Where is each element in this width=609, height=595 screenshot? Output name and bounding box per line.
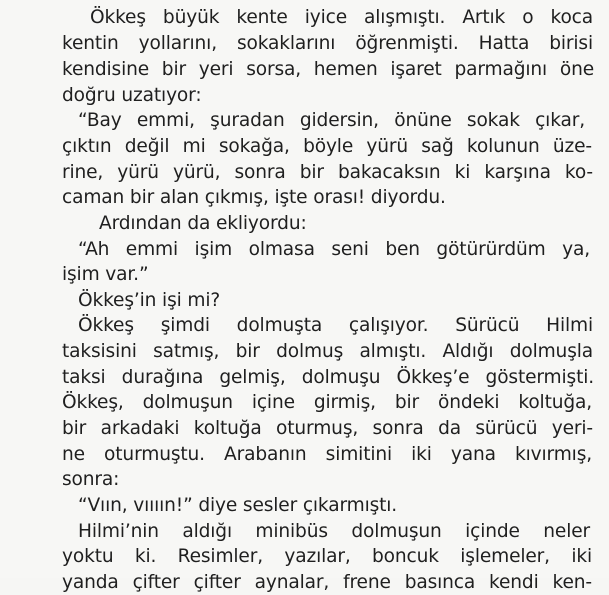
text-line: Ökkeş’in işi mi? <box>78 290 221 311</box>
text-line: Ökkeş, dolmuşun içine girmiş, bir öndeki koltuğa, <box>62 392 592 413</box>
text-line: taksi durağına gelmiş, dolmuşu Ökkeş’e göstermişti. <box>62 367 594 388</box>
text-line: kendisine bir yeri sorsa, hemen işaret parmağını öne <box>62 59 594 80</box>
text-line: doğru uzatıyor: <box>62 85 202 106</box>
text-line: kentin yollarını, sokaklarını öğrenmişti. Hatta birisi <box>62 33 593 54</box>
text-line: çıktın değil mi sokağa, böyle yürü sağ kolunun üze- <box>62 136 592 157</box>
text-line: “Vıın, vıııın!” diye sesler çıkarmıştı. <box>78 495 398 516</box>
text-line: ne oturmuştu. Arabanın simitini iki yana kıvırmış, <box>62 444 592 465</box>
text-line: bir arkadaki koltuğa oturmuş, sonra da sürücü yeri- <box>62 418 593 439</box>
text-line: rine, yürü yürü, sonra bir bakacaksın ki karşına ko- <box>62 162 593 183</box>
text-line: “Bay emmi, şuradan gidersin, önüne sokak çıkar, <box>78 110 585 131</box>
text-line: Hilmi’nin aldığı minibüs dolmuşun içinde neler <box>78 521 590 542</box>
text-line: Ökkeş şimdi dolmuşta çalışıyor. Sürücü Hilmi <box>78 315 593 336</box>
text-line: sonra: <box>62 469 120 490</box>
text-line: “Ah emmi işim olmasa seni ben götürürdüm ya, <box>78 239 590 260</box>
text-line: Ökkeş büyük kente iyice alışmıştı. Artık o koca <box>90 7 593 28</box>
text-line: Ardından da ekliyordu: <box>99 213 307 234</box>
text-line: işim var.” <box>62 264 149 285</box>
text-line: yanda çifter çifter aynalar, frene basınca kendi ken- <box>62 572 592 593</box>
text-line: taksisini satmış, bir dolmuş almıştı. Aldığı dolmuşla <box>62 341 593 362</box>
text-line: yoktu ki. Resimler, yazılar, boncuk işlemeler, iki <box>62 546 592 567</box>
text-line: caman bir alan çıkmış, işte orası! diyordu. <box>62 187 446 208</box>
